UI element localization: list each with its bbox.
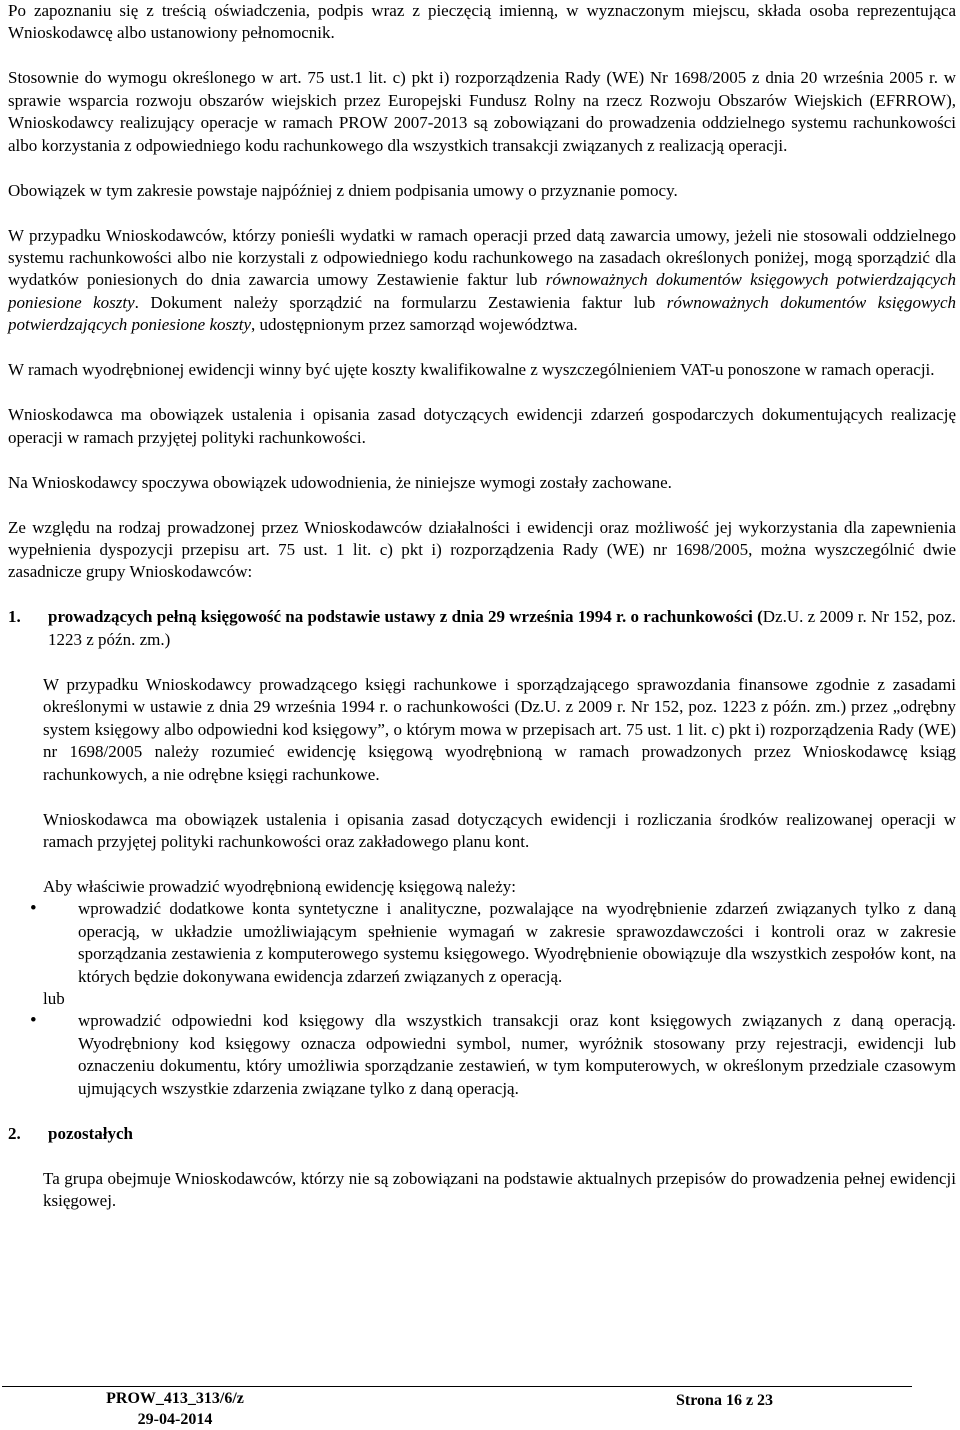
list-item xyxy=(30,1010,956,1100)
footer-code: PROW_413_313/6/z xyxy=(106,1390,244,1407)
footer-divider xyxy=(2,1386,912,1387)
group-1-title xyxy=(48,606,956,651)
bullet-icon: • xyxy=(30,1010,37,1032)
footer-code-block xyxy=(100,1388,250,1430)
italic-form-name: równoważnych dokumentów księgowych potwierdzających poniesione koszty xyxy=(8,292,956,335)
group-1-paragraph: W przypadku Wnioskodawcy prowadzącego księgi rachunkowe i sporządzającego sprawozdania finansowe zgodnie z zasadami określonymi w ustawie z dnia 29 września 1994 r. o rachunkowości (Dz.U. z 2009 r. Nr 152, poz. 1223 z późn. zm.) przez „odrębny system księgowy albo odpowiedni kod księgowy”, o którym mowa w przepisach art. 75 ust. 1 lit. c) pkt i) rozporządzenia Rady (WE) nr 1698/2005 należy rozumieć ewidencję księgową wyodrębnioną w ramach prowadzonych przez Wnioskodawcę ksiąg rachunkowych, a nie odrębne księgi rachunkowe. xyxy=(43,674,956,784)
list-number: 2. xyxy=(8,1123,21,1143)
group-2-heading xyxy=(8,1123,956,1145)
paragraph-burden-of-proof: Na Wnioskodawcy spoczywa obowiązek udowodnienia, że niniejsze wymogi zostały zachowane. xyxy=(8,472,672,492)
paragraph-prior-expenses xyxy=(8,225,956,337)
paragraph-legal-basis: Stosownie do wymogu określonego w art. 75 ust.1 lit. c) pkt i) rozporządzenia Rady (WE) Nr 1698/2005 z dnia 20 września 2005 r. w sprawie wsparcia rozwoju obszarów wiejskich przez Europejski Fundusz Rolny na rzecz Rozwoju Obszarów Wiejskich (EFRROW), Wnioskodawcy realizujący operacje w ramach PROW 2007-2013 są zobowiązani do prowadzenia oddzielnego systemu rachunkowości albo korzystania z odpowiedniego kodu rachunkowego dla wszystkich transakcji związanych z realizacją operacji. xyxy=(8,68,956,155)
text-span: . Dokument należy sporządzić na formularzu Zestawienia faktur lub xyxy=(134,292,667,312)
group-2-title: pozostałych xyxy=(48,1123,133,1143)
group-1-paragraph: Wnioskodawca ma obowiązek ustalenia i opisania zasad dotyczących ewidencji i rozliczania środków realizowanej operacji w ramach przyjętej polityki rachunkowości oraz zakładowego planu kont. xyxy=(43,809,956,851)
page-number: Strona 16 z 23 xyxy=(676,1392,774,1409)
paragraph-groups-intro: Ze względu na rodzaj prowadzonej przez Wnioskodawców działalności i ewidencji oraz możliwość jej wykorzystania dla zapewnienia wypełnienia dyspozycji przepisu art. 75 ust. 1 lit. c) pkt i) rozporządzenia Rady (WE) nr 1698/2005, można wyszczególnić dwie zasadnicze grupy Wnioskodawców: xyxy=(8,517,956,582)
bullet-icon: • xyxy=(30,898,37,920)
group-1-heading xyxy=(8,606,956,651)
group-2-paragraph: Ta grupa obejmuje Wnioskodawców, którzy nie są zobowiązani na podstawie aktualnych przepisów do prowadzenia pełnej ewidencji księgowej. xyxy=(43,1168,956,1210)
paragraph-accounting-rules: Wnioskodawca ma obowiązek ustalenia i opisania zasad dotyczących ewidencji zdarzeń gospodarczych dokumentujących realizację operacji w ramach przyjętej polityki rachunkowości. xyxy=(8,405,956,447)
paragraph-signature: Po zapoznaniu się z treścią oświadczenia, podpis wraz z pieczęcią imienną, w wyznaczonym miejscu, składa osoba reprezentująca Wnioskodawcę albo ustanowiony pełnomocnik. xyxy=(8,1,956,43)
italic-form-name: równoważnych dokumentów księgowych potwierdzających poniesione koszty xyxy=(8,270,956,312)
bold-text: prowadzących pełną księgowość na podstawie ustawy z dnia 29 września 1994 r. o rachunkowości ( xyxy=(48,607,763,627)
document-page xyxy=(8,0,956,1212)
footer-date: 29-04-2014 xyxy=(137,1411,213,1428)
paragraph-obligation-start: Obowiązek w tym zakresie powstaje najpóźniej z dniem podpisania umowy o przyznanie pomocy. xyxy=(8,180,678,200)
list-item xyxy=(30,898,956,988)
text-span: W przypadku Wnioskodawców, którzy ponieśli wydatki w ramach operacji przed datą zawarcia umowy, jeżeli nie stosowali oddzielnego systemu rachunkowości albo nie korzystali z odpowiedniego kodu rachunkowego na zasadach określonych poniżej, mogą sporządzić dla wydatków poniesionych do dnia zawarcia umowy Zestawienie faktur lub xyxy=(8,225,956,290)
group-1-paragraph: Aby właściwie prowadzić wyodrębnioną ewidencję księgową należy: xyxy=(43,876,516,896)
list-number: 1. xyxy=(8,607,21,627)
or-separator: lub xyxy=(43,988,65,1008)
list-item-text: wprowadzić odpowiedni kod księgowy dla wszystkich transakcji oraz kont księgowych związanych z daną operacją. Wyodrębniony kod księgowy oznacza odpowiedni symbol, numer, wyróżnik stosowany przy rejestracji, ewidencji lub oznaczeniu dokumentu, który umożliwia sporządzanie zestawień, w tym komputerowych, w określonym przedziale czasowym ujmujących wszystkie zdarzenia związane tylko z daną operacją. xyxy=(78,1011,956,1098)
text-span: , udostępnionym przez samorząd województwa. xyxy=(251,315,578,335)
paragraph-vat: W ramach wyodrębnionej ewidencji winny być ujęte koszty kwalifikowalne z wyszczególnieniem VAT-u ponoszone w ramach operacji. xyxy=(8,360,935,380)
text-span: Dz.U. z 2009 r. Nr 152, poz. 1223 z późn. zm.) xyxy=(48,607,956,649)
list-item-text: wprowadzić dodatkowe konta syntetyczne i analityczne, pozwalające na wyodrębnienie zdarzeń związanych tylko z daną operacją, w układzie umożliwiającym spełnienie wymagań w zakresie sprawozdawczości i kontroli oraz w zakresie sporządzania zestawienia z komputerowego systemu księgowego. Wyodrębnienie obowiązuje dla wszystkich zespołów kont, na których będzie dokonywana ewidencja zdarzeń związanych z operacją. xyxy=(78,899,956,986)
